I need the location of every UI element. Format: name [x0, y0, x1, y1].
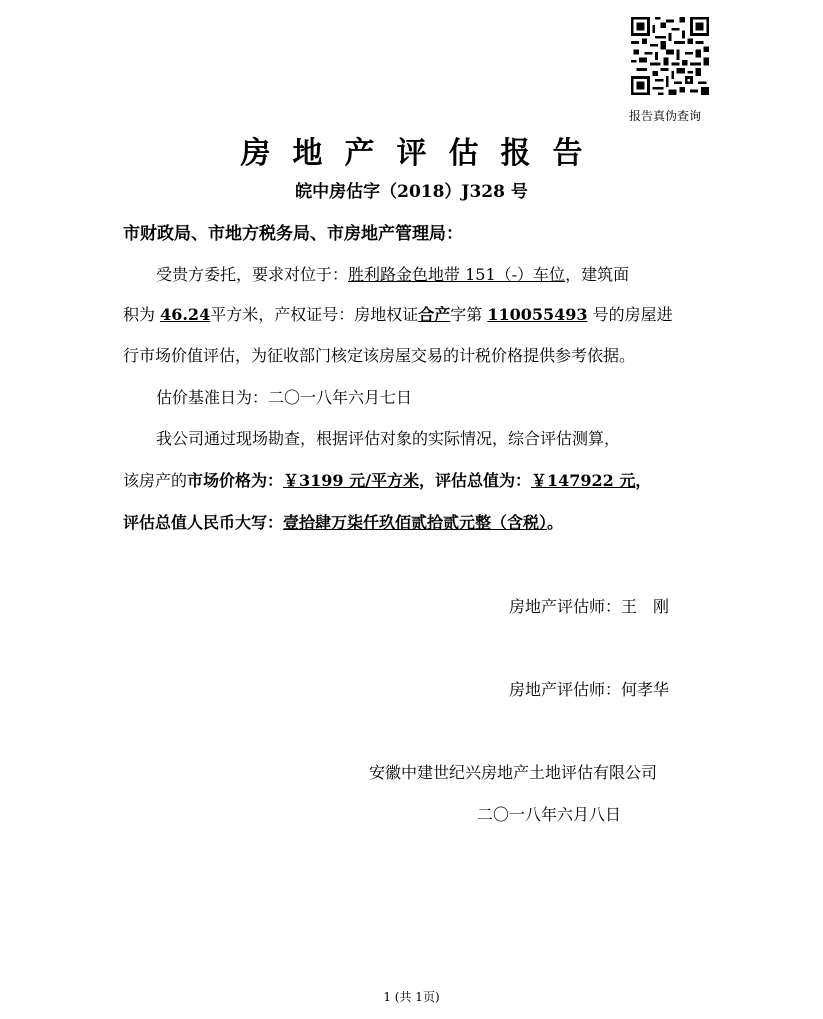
appraiser-2	[509, 677, 669, 700]
paragraph-3-line-1: 我公司通过现场勘查，根据评估对象的实际情况，综合评估测算，	[156, 429, 621, 448]
valuation-base-date: 估价基准日为：二〇一八年六月七日	[156, 388, 413, 407]
company-name: 安徽中建世纪兴房地产土地评估有限公司	[369, 763, 658, 782]
text: 受贵方委托，要求对位于：	[156, 265, 349, 284]
paragraph-1-line-1	[156, 262, 629, 285]
certificate-type: 合产	[418, 305, 451, 324]
appraiser-1	[509, 594, 669, 617]
text: 。	[547, 513, 564, 532]
appraiser-name: 王 刚	[621, 597, 670, 616]
appraiser-name: 何孝华	[621, 680, 670, 699]
text: ，建筑面	[565, 265, 630, 284]
total-value-label: 评估总值为：	[435, 471, 532, 490]
rmb-amount: 壹拾肆万柒仟玖佰贰拾贰元整（含税）	[283, 513, 548, 532]
building-area: 46.24	[160, 305, 211, 324]
text: 积为	[123, 305, 161, 324]
text: ，	[418, 471, 435, 490]
paragraph-1-line-2	[123, 302, 673, 325]
text: 号的房屋进	[587, 305, 673, 324]
rmb-label: 评估总值人民币大写：	[123, 513, 284, 532]
page-footer: 1 (共 1页)	[383, 990, 440, 1004]
certificate-number: 110055493	[487, 305, 588, 324]
report-title: 房地产评估报告	[240, 136, 605, 171]
addressee: 市财政局、市地方税务局、市房地产管理局：	[123, 224, 463, 244]
total-value: ￥147922 元	[531, 471, 636, 490]
paragraph-1-line-3: 行市场价值评估，为征收部门核定该房屋交易的计税价格提供参考依据。	[123, 346, 636, 365]
unit-price: ￥3199 元/平方米	[283, 471, 419, 490]
document-number: 皖中房估字（2018）J328 号	[295, 182, 528, 202]
text: 该房产的	[123, 471, 188, 490]
qr-caption: 报告真伪查询	[629, 109, 702, 123]
text: ，	[635, 471, 652, 490]
property-location: 胜利路金色地带 151（-）车位	[348, 265, 566, 284]
paragraph-3-line-2	[123, 468, 651, 491]
market-price-label: 市场价格为：	[187, 471, 284, 490]
text: 平方米，产权证号：房地权证	[210, 305, 419, 324]
report-date: 二〇一八年六月八日	[477, 805, 622, 824]
paragraph-3-line-3	[123, 510, 563, 533]
appraiser-label: 房地产评估师：	[509, 597, 622, 616]
qr-code	[631, 17, 709, 95]
appraiser-label: 房地产评估师：	[509, 680, 622, 699]
text: 字第	[450, 305, 488, 324]
